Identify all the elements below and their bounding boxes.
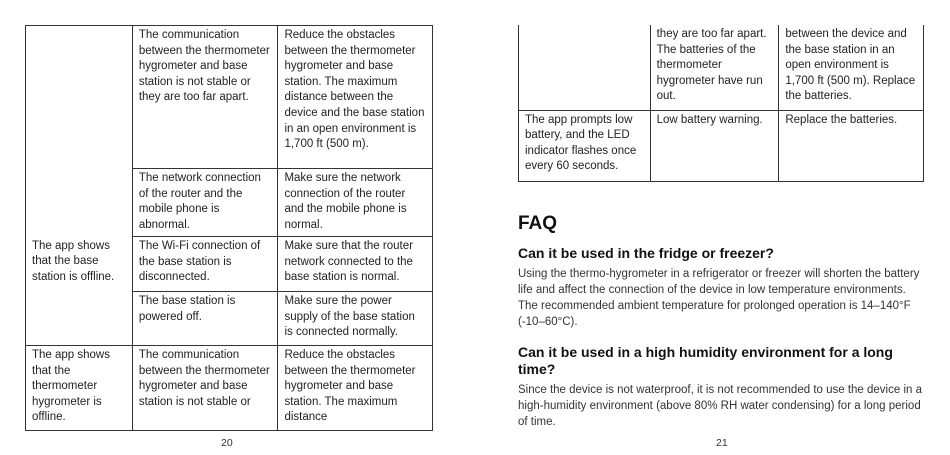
cause-cell: they are too far apart. The batteries of the thermometer hygrometer have run out. [650, 25, 779, 110]
symptom-cell: The app prompts low battery, and the LED indicator flashes once every 60 seconds. [519, 110, 651, 181]
cause-cell: Low battery warning. [650, 110, 779, 181]
cause-cell: The base station is powered off. [132, 292, 278, 346]
solution-cell: Reduce the obstacles between the thermometer hygrometer and base station. The maximum distance between the device and the base station in an open environment is 1,700 ft (500 m). [278, 26, 433, 169]
symptom-cell: The app shows that the thermometer hygrometer is offline. [26, 346, 133, 431]
solution-cell: between the device and the base station in an open environment is 1,700 ft (500 m). Replace the batteries. [779, 25, 924, 110]
solution-cell: Replace the batteries. [779, 110, 924, 181]
cause-cell: The communication between the thermometer hygrometer and base station is not stable or they are too far apart. [132, 26, 278, 169]
symptom-cell [26, 169, 133, 237]
page-number: 20 [221, 437, 233, 449]
solution-cell: Make sure the network connection of the router and the mobile phone is normal. [278, 169, 433, 237]
faq-item [518, 344, 926, 430]
faq-item [518, 245, 926, 330]
solution-cell: Reduce the obstacles between the thermometer hygrometer and base station. The maximum distance [278, 346, 433, 431]
table-row [519, 25, 924, 110]
faq-answer: Since the device is not waterproof, it is not recommended to use the device in a high-humidity environment (above 80% RH water condensing) for a long period of time. [518, 384, 922, 428]
symptom-cell [519, 25, 651, 110]
cause-cell: The communication between the thermometer hygrometer and base station is not stable or [132, 346, 278, 431]
faq-title: FAQ [518, 213, 558, 234]
troubleshooting-table-right [518, 25, 924, 182]
cause-cell: The Wi-Fi connection of the base station is disconnected. [132, 237, 278, 292]
troubleshooting-table-left [25, 25, 433, 431]
table-row [26, 292, 433, 346]
symptom-cell [26, 292, 133, 346]
table-row [26, 169, 433, 237]
faq-question: Can it be used in the fridge or freezer? [518, 245, 774, 261]
faq-answer: Using the thermo-hygrometer in a refrigerator or freezer will shorten the battery life and affect the connection of the device in low temperature environments. The recommended ambient temperature for prolonged operation is 14–140°F (-10–60°C). [518, 268, 920, 328]
faq-question: Can it be used in a high humidity environment for a long time? [518, 344, 893, 377]
symptom-cell [26, 26, 133, 169]
solution-cell: Make sure the power supply of the base station is connected normally. [278, 292, 433, 346]
table-row [26, 346, 433, 431]
symptom-cell: The app shows that the base station is offline. [26, 237, 133, 292]
page-number: 21 [716, 437, 728, 449]
solution-cell: Make sure that the router network connected to the base station is normal. [278, 237, 433, 292]
table-row [519, 110, 924, 181]
table-row [26, 26, 433, 169]
table-row [26, 237, 433, 292]
cause-cell: The network connection of the router and the mobile phone is abnormal. [132, 169, 278, 237]
